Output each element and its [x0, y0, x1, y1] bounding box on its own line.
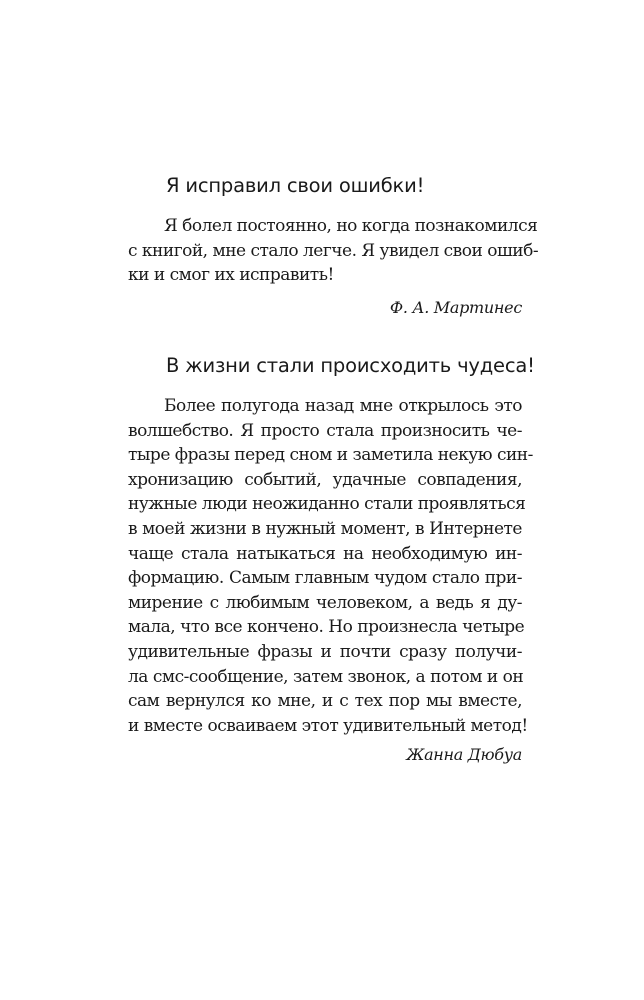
- testimonial-line: Более полугода назад мне открылось это: [164, 396, 522, 416]
- testimonial-line: сам вернулся ко мне, и с тех пор мы вместе,: [128, 691, 522, 712]
- testimonial-body: [128, 394, 533, 738]
- testimonial-author: Жанна Дюбуа: [406, 745, 522, 765]
- testimonial-line: ки и смог их исправить!: [128, 265, 334, 286]
- testimonial-line: волшебство. Я просто стала произносить че-: [128, 420, 522, 441]
- testimonial-line: мала, что все кончено. Но произнесла четыре: [128, 617, 525, 638]
- testimonial-heading: В жизни стали происходить чудеса!: [166, 354, 535, 377]
- testimonial-line: Я болел постоянно, но когда познакомился: [164, 216, 538, 236]
- testimonial-line: ла смс-сообщение, затем звонок, а потом и он: [128, 666, 524, 687]
- testimonial-line: и вместе осваиваем этот удивительный метод!: [128, 715, 528, 736]
- testimonial-line: нужные люди неожиданно стали проявляться: [128, 494, 526, 515]
- testimonial-line: чаще стала натыкаться на необходимую ин-: [128, 543, 522, 564]
- testimonial-line: формацию. Самым главным чудом стало при-: [128, 568, 522, 589]
- testimonial-line: в моей жизни в нужный момент, в Интернете: [128, 518, 522, 539]
- testimonial-body: [128, 214, 539, 288]
- testimonial-dubois: [128, 352, 535, 767]
- testimonial-martinez: [128, 172, 539, 320]
- testimonial-heading: Я исправил свои ошибки!: [166, 174, 425, 197]
- testimonial-line: с книгой, мне стало легче. Я увидел свои ошиб-: [128, 240, 539, 261]
- testimonial-line: тыре фразы перед сном и заметила некую син-: [128, 445, 533, 466]
- testimonial-line: мирение с любимым человеком, а ведь я ду-: [128, 592, 522, 613]
- testimonial-line: удивительные фразы и почти сразу получи-: [128, 641, 522, 662]
- testimonial-author: Ф. А. Мартинес: [389, 297, 522, 317]
- testimonial-line: хронизацию событий, удачные совпадения,: [128, 469, 522, 490]
